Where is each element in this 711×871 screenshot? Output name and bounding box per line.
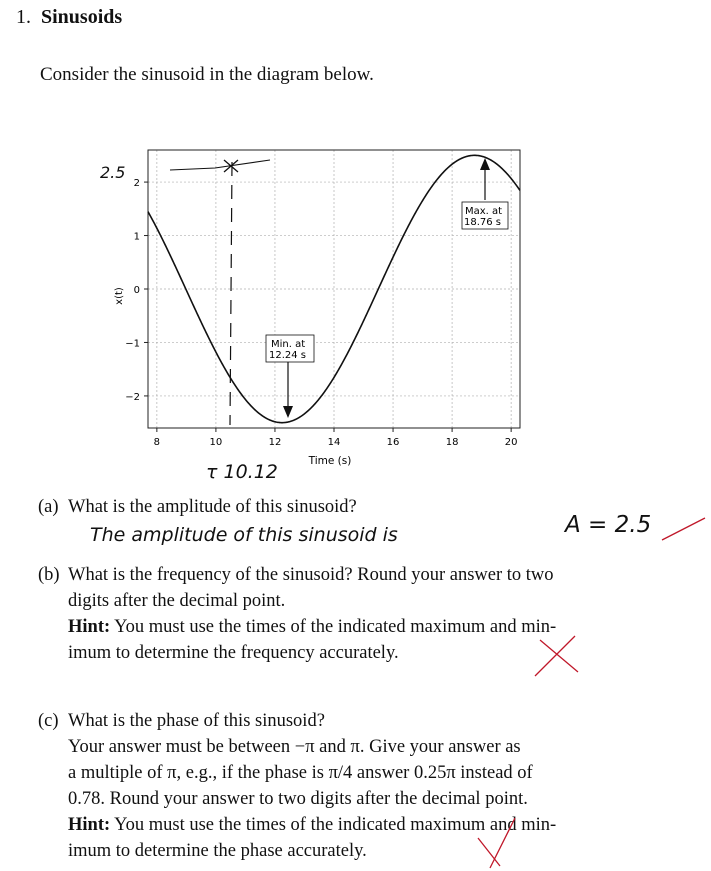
grid — [148, 150, 520, 428]
x-tick-label: 12 — [268, 437, 282, 448]
section-number: 1. — [16, 6, 31, 28]
question-c-hint2: imum to determine the phase accurately. — [68, 841, 367, 861]
intro-text: Consider the sinusoid in the diagram below. — [40, 64, 374, 85]
question-b-hint-label: Hint: — [68, 617, 111, 637]
question-b-hint2: imum to determine the frequency accurately. — [68, 643, 399, 663]
max-annotation-line1: Max. at — [465, 206, 503, 217]
x-tick-label: 16 — [386, 437, 400, 448]
question-b-text1: What is the frequency of the sinusoid? Round your answer to two — [68, 565, 554, 585]
min-annotation-line1: Min. at — [271, 339, 306, 350]
handwritten-answer-a-value: A = 2.5 — [565, 512, 652, 538]
question-a-label: (a) — [38, 497, 59, 517]
question-c-hint-label: Hint: — [68, 815, 111, 835]
question-c-text1: What is the phase of this sinusoid? — [68, 711, 325, 731]
handwritten-y-mark: 2.5 — [100, 163, 126, 182]
max-annotation-arrowhead — [480, 158, 490, 170]
question-b-hint1: You must use the times of the indicated maximum and min- — [114, 617, 557, 637]
question-b — [38, 562, 638, 666]
question-a — [38, 494, 357, 520]
handwritten-top-line — [170, 160, 270, 170]
y-tick-label: 1 — [133, 231, 140, 243]
y-tick-label: 2 — [133, 178, 140, 190]
min-annotation-arrowhead — [283, 406, 293, 418]
question-c-label: (c) — [38, 711, 59, 731]
red-check-mark-a — [662, 518, 705, 540]
question-c-text2: Your answer must be between −π and π. Give your answer as — [68, 737, 521, 757]
question-c-text4: 0.78. Round your answer to two digits after the decimal point. — [68, 789, 528, 809]
handwritten-tau-mark: τ 10.12 — [206, 461, 278, 483]
question-a-text: What is the amplitude of this sinusoid? — [68, 497, 357, 517]
max-annotation-line2: 18.76 s — [464, 217, 502, 228]
x-axis-label: Time (s) — [308, 455, 352, 467]
question-b-text2: digits after the decimal point. — [68, 591, 286, 611]
min-annotation-line2: 12.24 s — [269, 350, 307, 361]
handwritten-dashed-line — [230, 162, 232, 425]
question-c — [38, 708, 638, 864]
x-tick-label: 10 — [209, 437, 223, 448]
x-tick-label: 14 — [327, 437, 341, 448]
x-tick-label: 8 — [153, 437, 161, 448]
axis-ticks — [125, 178, 517, 448]
section-title: Sinusoids — [41, 6, 123, 28]
y-axis-label: x(t) — [114, 287, 125, 305]
x-tick-label: 20 — [504, 437, 518, 448]
y-tick-label: −2 — [125, 391, 140, 403]
question-c-text3: a multiple of π, e.g., if the phase is π/4 answer 0.25π instead of — [68, 763, 533, 783]
y-tick-label: 0 — [133, 285, 140, 296]
question-b-label: (b) — [38, 565, 60, 585]
question-c-hint1: You must use the times of the indicated maximum and min- — [114, 815, 557, 835]
x-tick-label: 18 — [445, 437, 459, 448]
y-tick-label: −1 — [125, 338, 140, 350]
handwritten-answer-a: The amplitude of this sinusoid is — [90, 524, 398, 546]
